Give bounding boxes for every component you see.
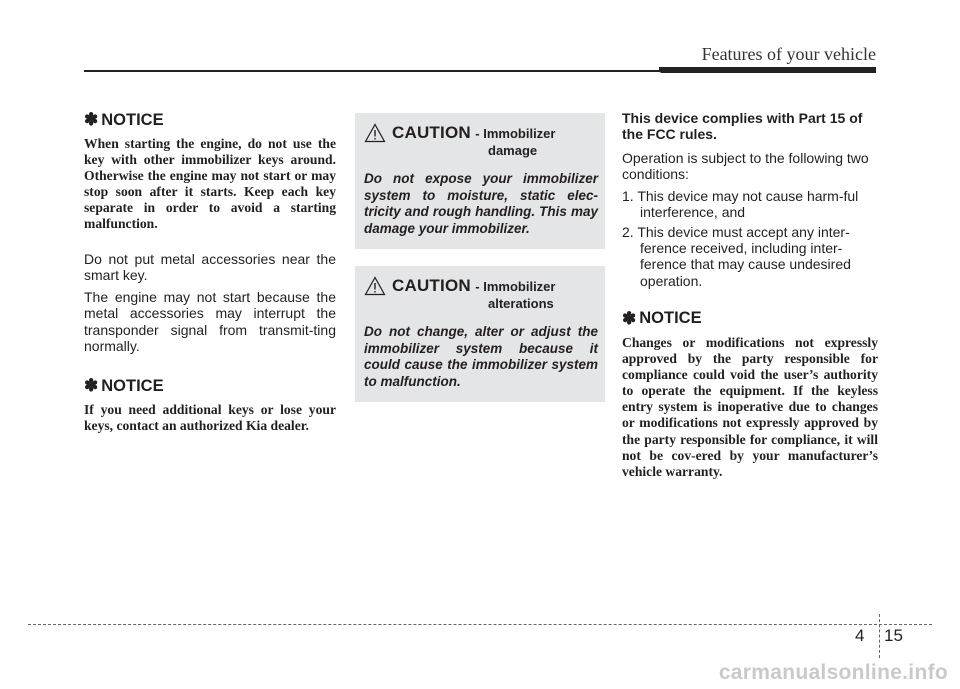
notice-text: Changes or modifications not expressly approved by the party responsible for compliance could void the user’s authority to operate the equipment. If the keyless entry system is inoperative due to changes or modifications not expressly approved by the party responsible for compliance, it will not be cov-ered by your manufacturer’s vehicle warranty. <box>622 334 878 479</box>
header-title: Features of your vehicle <box>701 44 876 64</box>
conditions-list <box>622 188 878 289</box>
paragraph: Operation is subject to the following two conditions: <box>622 149 869 182</box>
notice-text: When starting the engine, do not use the key with other immobilizer keys around. Otherwise the engine may not start or may stop soon after it starts. Keep each key separate in order to avoid a starting malfunction. <box>84 136 336 232</box>
footer-rule <box>28 624 932 625</box>
star-icon: ✽ <box>84 110 99 129</box>
header-rule-accent <box>659 67 876 73</box>
notice-heading: ✽ NOTICE <box>84 110 164 129</box>
caution-text: Do not expose your immobilizer system to moisture, static elec-tricity and rough handling. This may damage your immobilizer. <box>364 171 598 236</box>
notice-text: If you need additional keys or lose your keys, contact an authorized Kia dealer. <box>84 402 336 434</box>
warning-triangle-icon <box>364 276 386 296</box>
caution-subtitle: - Immobilizer <box>475 126 556 141</box>
caution-box <box>355 113 605 249</box>
star-icon: ✽ <box>84 376 99 396</box>
header-rule <box>84 70 679 72</box>
warning-triangle-icon <box>364 123 386 143</box>
right-column <box>622 110 878 480</box>
caution-subtitle: damage <box>488 143 538 158</box>
caution-box <box>355 266 605 402</box>
caution-label: CAUTION <box>392 123 471 142</box>
notice-heading: ✽ NOTICE <box>84 376 164 396</box>
watermark: carmanualsonline.info <box>718 661 948 684</box>
list-item: 1. This device may not cause harm-ful interference, and <box>622 188 859 221</box>
left-column <box>84 110 336 435</box>
chapter-number: 4 <box>855 626 865 645</box>
caution-subtitle: - Immobilizer <box>475 279 556 294</box>
middle-column <box>355 113 605 402</box>
list-item: 2. This device must accept any inter-ference received, including inter-ference that may cause undesired operation. <box>622 223 851 289</box>
caution-subtitle: alterations <box>488 296 554 311</box>
caution-text: Do not change, alter or adjust the immobilizer system because it could cause the immobilizer system to malfunction. <box>364 324 598 389</box>
caution-label: CAUTION <box>392 276 471 295</box>
page-number: 15 <box>884 626 903 645</box>
fcc-heading: This device complies with Part 15 of the FCC rules. <box>622 110 863 143</box>
paragraph: The engine may not start because the metal accessories may interrupt the transponder signal from transmit-ting normally. <box>84 289 336 355</box>
notice-heading: ✽ NOTICE <box>622 308 702 328</box>
star-icon: ✽ <box>622 308 637 328</box>
paragraph: Do not put metal accessories near the smart key. <box>84 250 336 283</box>
footer-divider <box>879 614 880 658</box>
